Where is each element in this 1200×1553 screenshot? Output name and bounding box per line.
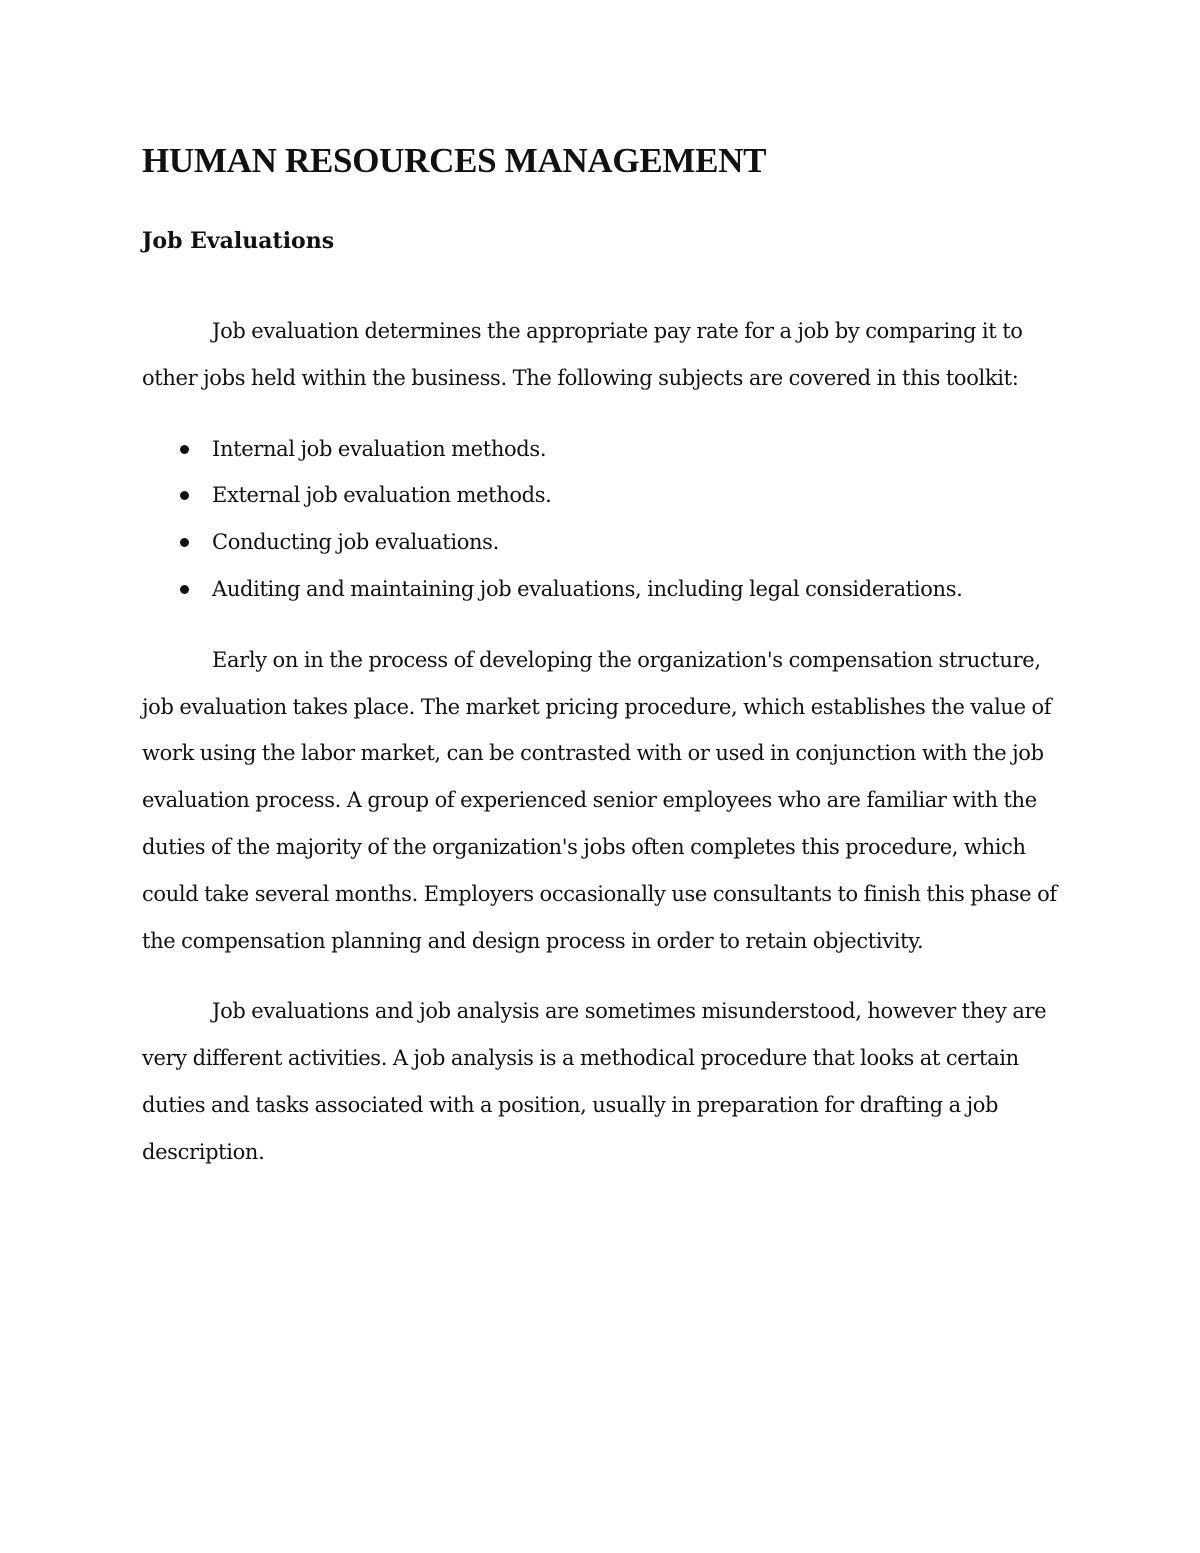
list-item xyxy=(142,566,1067,613)
section-heading: Job Evaluations xyxy=(142,228,335,254)
list-item-text: Internal job evaluation methods. xyxy=(212,436,547,461)
document-title: HUMAN RESOURCES MANAGEMENT xyxy=(142,141,767,180)
paragraph-compensation: Early on in the process of developing the organization's compensation structure, job evaluation takes place. The market pricing procedure, which establishes the value of work using the labor market, can be contrasted with or used in conjunction with the job evaluation process. A group of experienced senior employees who are familiar with the duties of the majority of the organization's jobs often completes this procedure, which could take several months. Employers occasionally use consultants to finish this phase of the compensation planning and design process in order to retain objectivity. xyxy=(142,647,1057,953)
bullet-icon xyxy=(180,585,189,594)
list-item xyxy=(142,519,1067,566)
paragraph-job-analysis: Job evaluations and job analysis are sometimes misunderstood, however they are very different activities. A job analysis is a methodical procedure that looks at certain duties and tasks associated with a position, usually in preparation for drafting a job description. xyxy=(142,999,1047,1164)
list-item-text: External job evaluation methods. xyxy=(212,483,552,508)
bullet-icon xyxy=(180,491,189,500)
topics-list xyxy=(142,426,1067,613)
list-item xyxy=(142,426,1067,473)
list-item-text: Conducting job evaluations. xyxy=(212,530,499,555)
bullet-icon xyxy=(180,538,189,547)
list-item xyxy=(142,472,1067,519)
bullet-icon xyxy=(180,445,189,454)
paragraph-intro: Job evaluation determines the appropriate pay rate for a job by comparing it to other jobs held within the business. The following subjects are covered in this toolkit: xyxy=(142,319,1023,390)
list-item-text: Auditing and maintaining job evaluations, including legal considerations. xyxy=(212,576,963,601)
document-body xyxy=(142,138,1067,1176)
